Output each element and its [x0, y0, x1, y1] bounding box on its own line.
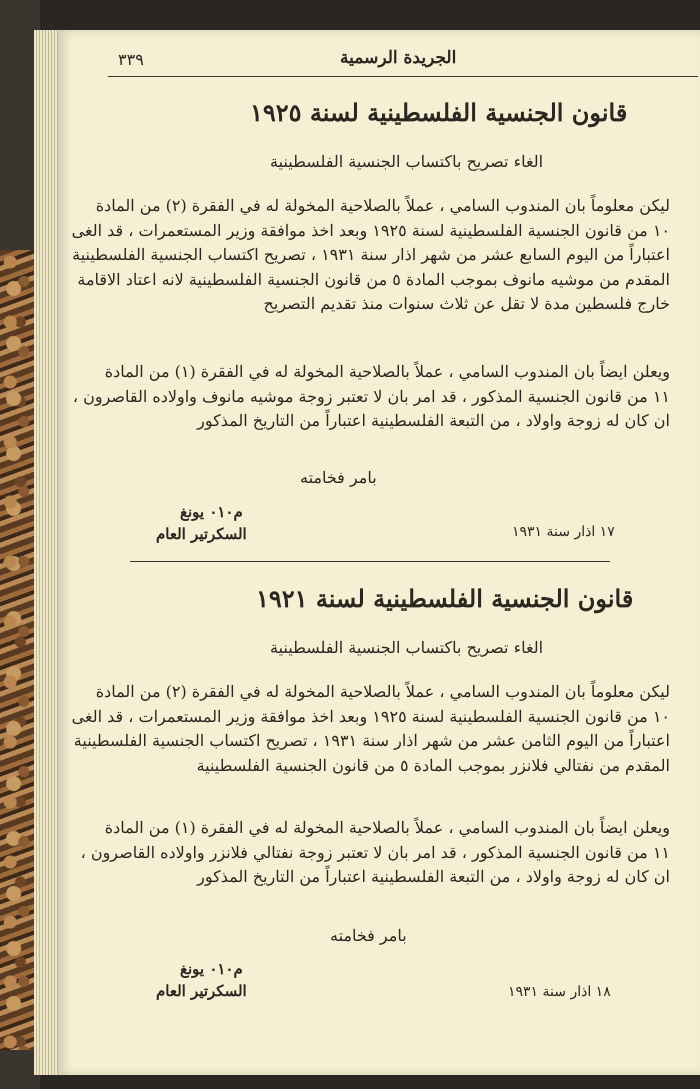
notice2-paragraph2	[80, 816, 670, 890]
notice1-date: ١٧ اذار سنة ١٩٣١	[512, 524, 615, 540]
notice1-paragraph2	[72, 360, 670, 434]
notice1-p1-line: المقدم من موشيه مانوف بموجب المادة ٥ من قانون الجنسية الفلسطينية لانه اعتاد الاقامة	[77, 269, 670, 289]
page-edges	[34, 30, 60, 1075]
notice1-p1-line: اعتباراً من اليوم السابع عشر من شهر اذار سنة ١٩٣١ ، تصريح اكتساب الجنسية الفلسطينية	[72, 245, 670, 264]
notice1-paragraph1	[71, 194, 670, 317]
notice2-by-order: بامر فخامته	[330, 926, 407, 945]
notice2-p1-line: ليكن معلوماً بان المندوب السامي ، عملاً بالصلاحية المخولة له في الفقرة (٢) من المادة	[95, 682, 670, 701]
marbled-cover-edge	[0, 250, 34, 1050]
notice1-p2-line: ١١ من قانون الجنسية المذكور ، قد امر بان لا تعتبر زوجة موشيه مانوف واولاده القاصرون ،	[72, 386, 670, 406]
header-rule	[108, 76, 698, 77]
notice1-p2-line: ان كان له زوجة واولاد ، من التبعة الفلسطينية اعتباراً من التاريخ المذكور	[197, 411, 670, 430]
notice-separator	[130, 561, 610, 562]
notice1-by-order: بامر فخامته	[300, 468, 377, 487]
notice2-p1-line: المقدم من نفتالي فلانزر بموجب المادة ٥ من قانون الجنسية الفلسطينية	[196, 755, 670, 775]
notice1-subtitle: الغاء تصريح باكتساب الجنسية الفلسطينية	[270, 152, 544, 171]
notice2-p2-line: ان كان له زوجة واولاد ، من التبعة الفلسطينية اعتباراً من التاريخ المذكور	[197, 867, 670, 886]
notice2-p1-line: اعتباراً من اليوم الثامن عشر من شهر اذار سنة ١٩٣١ ، تصريح اكتساب الجنسية الفلسطينية	[73, 731, 670, 750]
notice2-date: ١٨ اذار سنة ١٩٣١	[508, 984, 611, 1000]
notice2-p2-line: ويعلن ايضاً بان المندوب السامي ، عملاً بالصلاحية المخولة له في الفقرة (١) من المادة	[104, 818, 670, 837]
notice2-title: قانون الجنسية الفلسطينية لسنة ١٩٢١	[256, 584, 634, 613]
notice1-p1-line: خارج فلسطين مدة لا تقل عن ثلاث سنوات منذ تقديم التصريح	[263, 294, 670, 313]
notice1-p2-line: ويعلن ايضاً بان المندوب السامي ، عملاً بالصلاحية المخولة له في الفقرة (١) من المادة	[104, 362, 670, 381]
notice2-subtitle: الغاء تصريح باكتساب الجنسية الفلسطينية	[270, 638, 544, 657]
document-page	[58, 30, 700, 1075]
notice2-signer-title: السكرتير العام	[156, 982, 247, 1000]
notice2-p1-line: ١٠ من قانون الجنسية الفلسطينية لسنة ١٩٢٥ وبعد اخذ موافقة وزير المستعمرات ، قد الغى	[71, 706, 670, 726]
notice1-p1-line: ليكن معلوماً بان المندوب السامي ، عملاً بالصلاحية المخولة له في الفقرة (٢) من المادة	[95, 196, 670, 215]
notice1-signer-title: السكرتير العام	[156, 525, 247, 543]
notice2-p2-line: ١١ من قانون الجنسية المذكور ، قد امر بان لا تعتبر زوجة نفتالي فلانزر واولاده القاصرون ،	[80, 842, 670, 862]
notice2-signer-name: م٠١٠ يونغ	[180, 960, 243, 978]
notice2-paragraph1	[71, 680, 670, 778]
notice1-title: قانون الجنسية الفلسطينية لسنة ١٩٢٥	[250, 98, 628, 127]
notice1-signer-name: م٠١٠ يونغ	[180, 503, 243, 521]
page-number: ٣٣٩	[118, 50, 144, 69]
journal-title: الجريدة الرسمية	[340, 48, 457, 68]
notice1-p1-line: ١٠ من قانون الجنسية الفلسطينية لسنة ١٩٢٥ وبعد اخذ موافقة وزير المستعمرات ، قد الغى	[71, 220, 670, 240]
